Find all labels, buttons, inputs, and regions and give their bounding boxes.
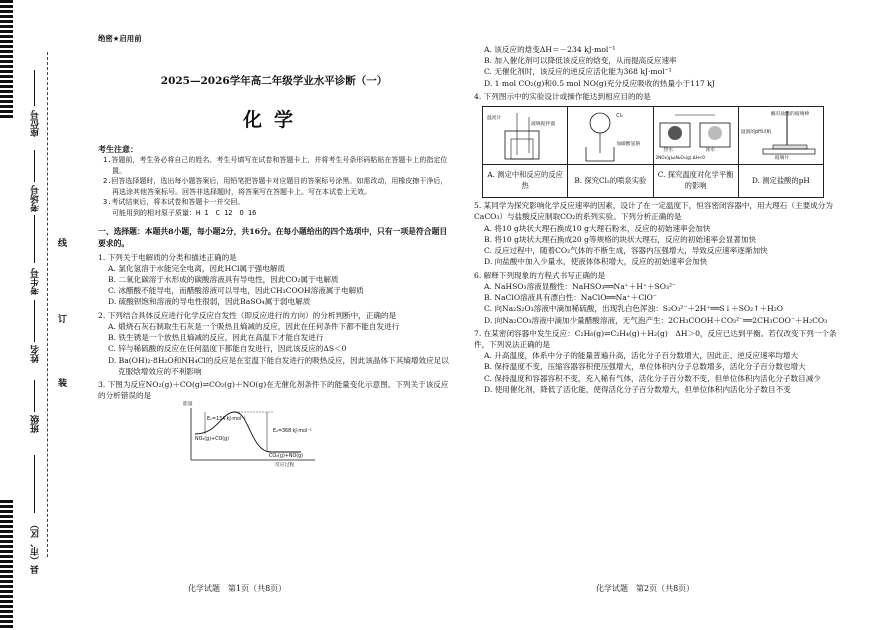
- caption-d: D. 测定盐酸的pH: [752, 175, 810, 185]
- question-5-option: B. 将10 g块状大理石换成20 g等规格的块状大理石，反应的初始速率会显著加快: [484, 234, 757, 244]
- experiment-b: [568, 107, 653, 197]
- question-5-option: D. 向盐酸中加入少量水，使液体体积增大，反应的初始速率会加快: [484, 257, 708, 267]
- question-1-option: C. 冰醋酸不能导电，而醋酸溶液可以导电，因此CH₃COOH溶液属于电解质: [108, 286, 364, 296]
- page-left: [98, 44, 450, 468]
- label-room: 考场号: [31, 185, 41, 212]
- question-7-option: C. 保持温度和容器容积不变，充入稀有气体，活化分子百分数不变，但单位体积内活化分子数目减少: [484, 373, 821, 383]
- label-name: 姓名: [31, 345, 41, 363]
- label-cl2: Cl₂: [616, 114, 623, 120]
- question-2-option: D. Ba(OH)₂·8H₂O和NH₄Cl的反应是在室温下能自发进行的吸热反应，因此该晶体下其熵增效应足以克服焓增效应的不利影响: [108, 355, 449, 376]
- secret-mark: 绝密★启用前: [98, 34, 142, 43]
- subject-title: 化学: [242, 108, 305, 131]
- notice-heading: 考生注意：: [98, 143, 138, 154]
- label-ice-water: 冰水: [705, 148, 716, 154]
- fountain-figure: [568, 107, 652, 165]
- footer-page-1: 化学试题 第1页（共8页）: [188, 584, 287, 593]
- experiment-a: [483, 107, 568, 197]
- label-ph-paper: 湿润的pH试纸: [740, 130, 772, 136]
- caption-c: C. 探究温度对化学平衡的影响: [657, 170, 734, 191]
- blank-name: [34, 300, 35, 342]
- question-6-option: B. NaClO溶液具有漂白性：NaClO══Na⁺＋ClO⁻: [484, 293, 657, 303]
- question-3-option: C. 无催化剂时，该反应的逆反应活化能为368 kJ·mol⁻¹: [484, 67, 672, 77]
- label-stirrer: 玻璃搅拌器: [531, 122, 555, 128]
- question-6-option: C. 向Na₂S₂O₃溶液中滴加稀硫酸，出现乳白色浑浊：S₂O₃²⁻＋2H⁺══S↓＋SO₂↑＋H₂O: [484, 304, 784, 314]
- question-5-option: A. 将10 g块状大理石换成10 g大理石粉末，反应的初始速率会加快: [484, 223, 711, 233]
- notice-item: 2.回答选择题时，选出每小题答案后，用铅笔把答题卡对应题目的答案标号涂黑。如需改动，用橡皮擦干净后，再选涂其他答案标号。回答非选择题时，将答案写在答题卡上。写在本试卷上无效。: [103, 177, 448, 196]
- blank-room: [34, 150, 35, 182]
- question-5-option: C. 反应过程中，随着CO₂气体的不断生成，容器内压强增大，导致反应速率逐渐加快: [484, 246, 768, 256]
- calorimeter-figure: [483, 107, 567, 165]
- experiment-c: [654, 107, 739, 197]
- atomic-masses: 可能用到的相对原子质量：H 1 C 12 O 16: [112, 208, 257, 217]
- section-heading: 一、选择题：本题共8小题，每小题2分，共16分。在每小题给出的四个选项中，只有一项是符合题目要求的。: [98, 227, 448, 248]
- notice-item: 3.考试结束后，将本试卷和答题卡一并交回。: [103, 198, 245, 207]
- energy-x-label: 反应过程: [275, 462, 295, 468]
- question-6-option: D. 向Na₂CO₃溶液中滴加少量醋酸溶液，无气泡产生：2CH₃COOH＋CO₃²⁻══2CH₃COO⁻＋H₂CO₃: [484, 315, 828, 325]
- hatch-pattern: [0, 0, 13, 120]
- cut-mark-pack: 装: [58, 379, 68, 389]
- hatch-pattern: [0, 500, 13, 630]
- question-3-option: A. 该反应的焓变ΔH＝－234 kJ·mol⁻¹: [484, 45, 616, 54]
- question-1-option: B. 二氧化碳溶于水形成的碳酸溶液具有导电性，因此CO₂属于电解质: [108, 275, 339, 284]
- question-7-stem: 7. 在某密闭容器中发生反应：C₂H₆(g)⇌C₂H₄(g)＋H₂(g) ΔH＞0，反应已达到平衡。若仅改变下列一个条件，下列说法正确的是: [474, 328, 837, 349]
- experiment-table: [482, 106, 824, 198]
- energy-e2: E₂=368 kJ·mol⁻¹: [273, 428, 312, 434]
- label-equilibrium: 2NO₂(g)⇌N₂O₄(g) ΔH<0: [655, 155, 705, 161]
- experiment-d: [739, 107, 823, 197]
- label-candidate: 考生号: [31, 268, 41, 295]
- blank-candidate: [34, 215, 35, 263]
- label-thermometer: 温度计: [487, 116, 502, 122]
- question-4-stem: 4. 下列图示中的实验设计或操作能达到相应目的的是: [474, 91, 651, 101]
- label-glass-plate: 玻璃片: [774, 156, 790, 162]
- cut-mark-bind: 订: [58, 315, 68, 325]
- question-6-option: A. NaHSO₃溶液显酸性：NaHSO₃══Na⁺＋H⁺＋SO₃²⁻: [484, 281, 677, 291]
- label-seat: 座位号: [31, 110, 41, 137]
- notice-item: 1.答题前，考生务必将自己的姓名、考生号填写在试卷和答题卡上，并将考生号条形码粘贴在答题卡上的指定位置。: [103, 156, 448, 175]
- binding-strip: [0, 0, 98, 630]
- footer-page-2: 化学试题 第2页（共8页）: [596, 584, 695, 593]
- energy-product: CO₂(g)+NO(g): [269, 453, 304, 459]
- label-nahco3: 加碳酸氢钠: [616, 142, 641, 148]
- question-3-option: B. 加入催化剂可以降低该反应的焓变，从而提高反应速率: [484, 56, 677, 66]
- question-7-option: D. 使用催化剂，降低了活化能，使得活化分子百分数增大，但单位体积内活化分子数目不变: [484, 384, 791, 394]
- question-1-option: A. 氯化氢溶于水能完全电离，因此HCl属于强电解质: [108, 263, 286, 273]
- question-2-stem: 2. 下列结合具体反应进行化学反应自发性（即反应进行的方向）的分析判断中，正确的是: [98, 310, 397, 320]
- exam-title: 2025—2026学年高二年级学业水平诊断（一）: [160, 75, 388, 87]
- cut-mark-line: 线: [58, 239, 68, 249]
- equilibrium-figure: [654, 107, 738, 165]
- question-2-option: A. 煅烧石灰石制取生石灰是一个吸热且熵减的反应，因此在任何条件下都不能自发进行: [108, 321, 400, 331]
- question-5-stem: 5. 某同学为探究影响化学反应速率的因素，设计了在一定温度下，恒容密闭容器中，用大理石（主要成分为CaCO₃）与盐酸反应制取CO₂的系列实验。下列分析正确的是: [474, 201, 833, 222]
- label-county: 县（市、区）: [31, 520, 41, 574]
- question-3-stem: 3. 下图为反应NO₂(g)＋CO(g)⇌CO₂(g)＋NO(g)在无催化剂条件下的能量变化示意图。下列关于该反应的分析错误的是: [98, 380, 449, 401]
- page-right: [474, 44, 842, 395]
- question-3-option: D. 1 mol CO₂(g)和0.5 mol NO(g)充分反应吸收的热量小于117 kJ: [484, 78, 715, 88]
- energy-axis-label: 能量: [183, 401, 193, 407]
- cut-line: [47, 52, 48, 557]
- energy-reactant: NO₂(g)+CO(g): [195, 436, 230, 442]
- question-7-option: B. 保持温度不变，压缩容器容积使压强增大，单位体积内分子总数增多，活化分子百分数也增大: [484, 362, 806, 372]
- question-2-option: C. 锌与稀硫酸的反应在任何温度下都能自发进行，因此该反应的ΔS＜0: [108, 344, 347, 354]
- label-glass-rod: 蘸有盐酸的玻璃棒: [770, 112, 810, 118]
- energy-diagram: [183, 401, 323, 468]
- question-6-stem: 6. 解释下列现象的方程式书写正确的是: [474, 270, 606, 280]
- label-hot-water: 热水: [663, 148, 674, 154]
- question-1-option: D. 硫酸钡饱和溶液的导电性很弱，因此BaSO₄属于弱电解质: [108, 297, 311, 307]
- question-2-option: B. 铁生锈是一个放热且熵减的反应，因此在高温下才能自发进行: [108, 333, 324, 343]
- blank-county: [34, 455, 35, 513]
- ph-figure: [739, 107, 823, 165]
- caption-a: A. 测定中和反应的反应热: [487, 170, 563, 191]
- fountain-icon: [568, 107, 652, 165]
- caption-b: B. 探究Cl₂的喷泉实验: [574, 175, 647, 185]
- energy-e1: E₁=134 kJ·mol⁻¹: [207, 416, 246, 422]
- question-7-option: A. 升高温度，体系中分子的能量普遍升高，活化分子百分数增大，因此正、逆反应速率均增大: [484, 351, 799, 361]
- blank-class: [34, 380, 35, 412]
- label-class: 班级: [31, 415, 41, 433]
- blank-seat: [34, 70, 35, 106]
- question-1-stem: 1. 下列关于电解质的分类和描述正确的是: [98, 252, 237, 262]
